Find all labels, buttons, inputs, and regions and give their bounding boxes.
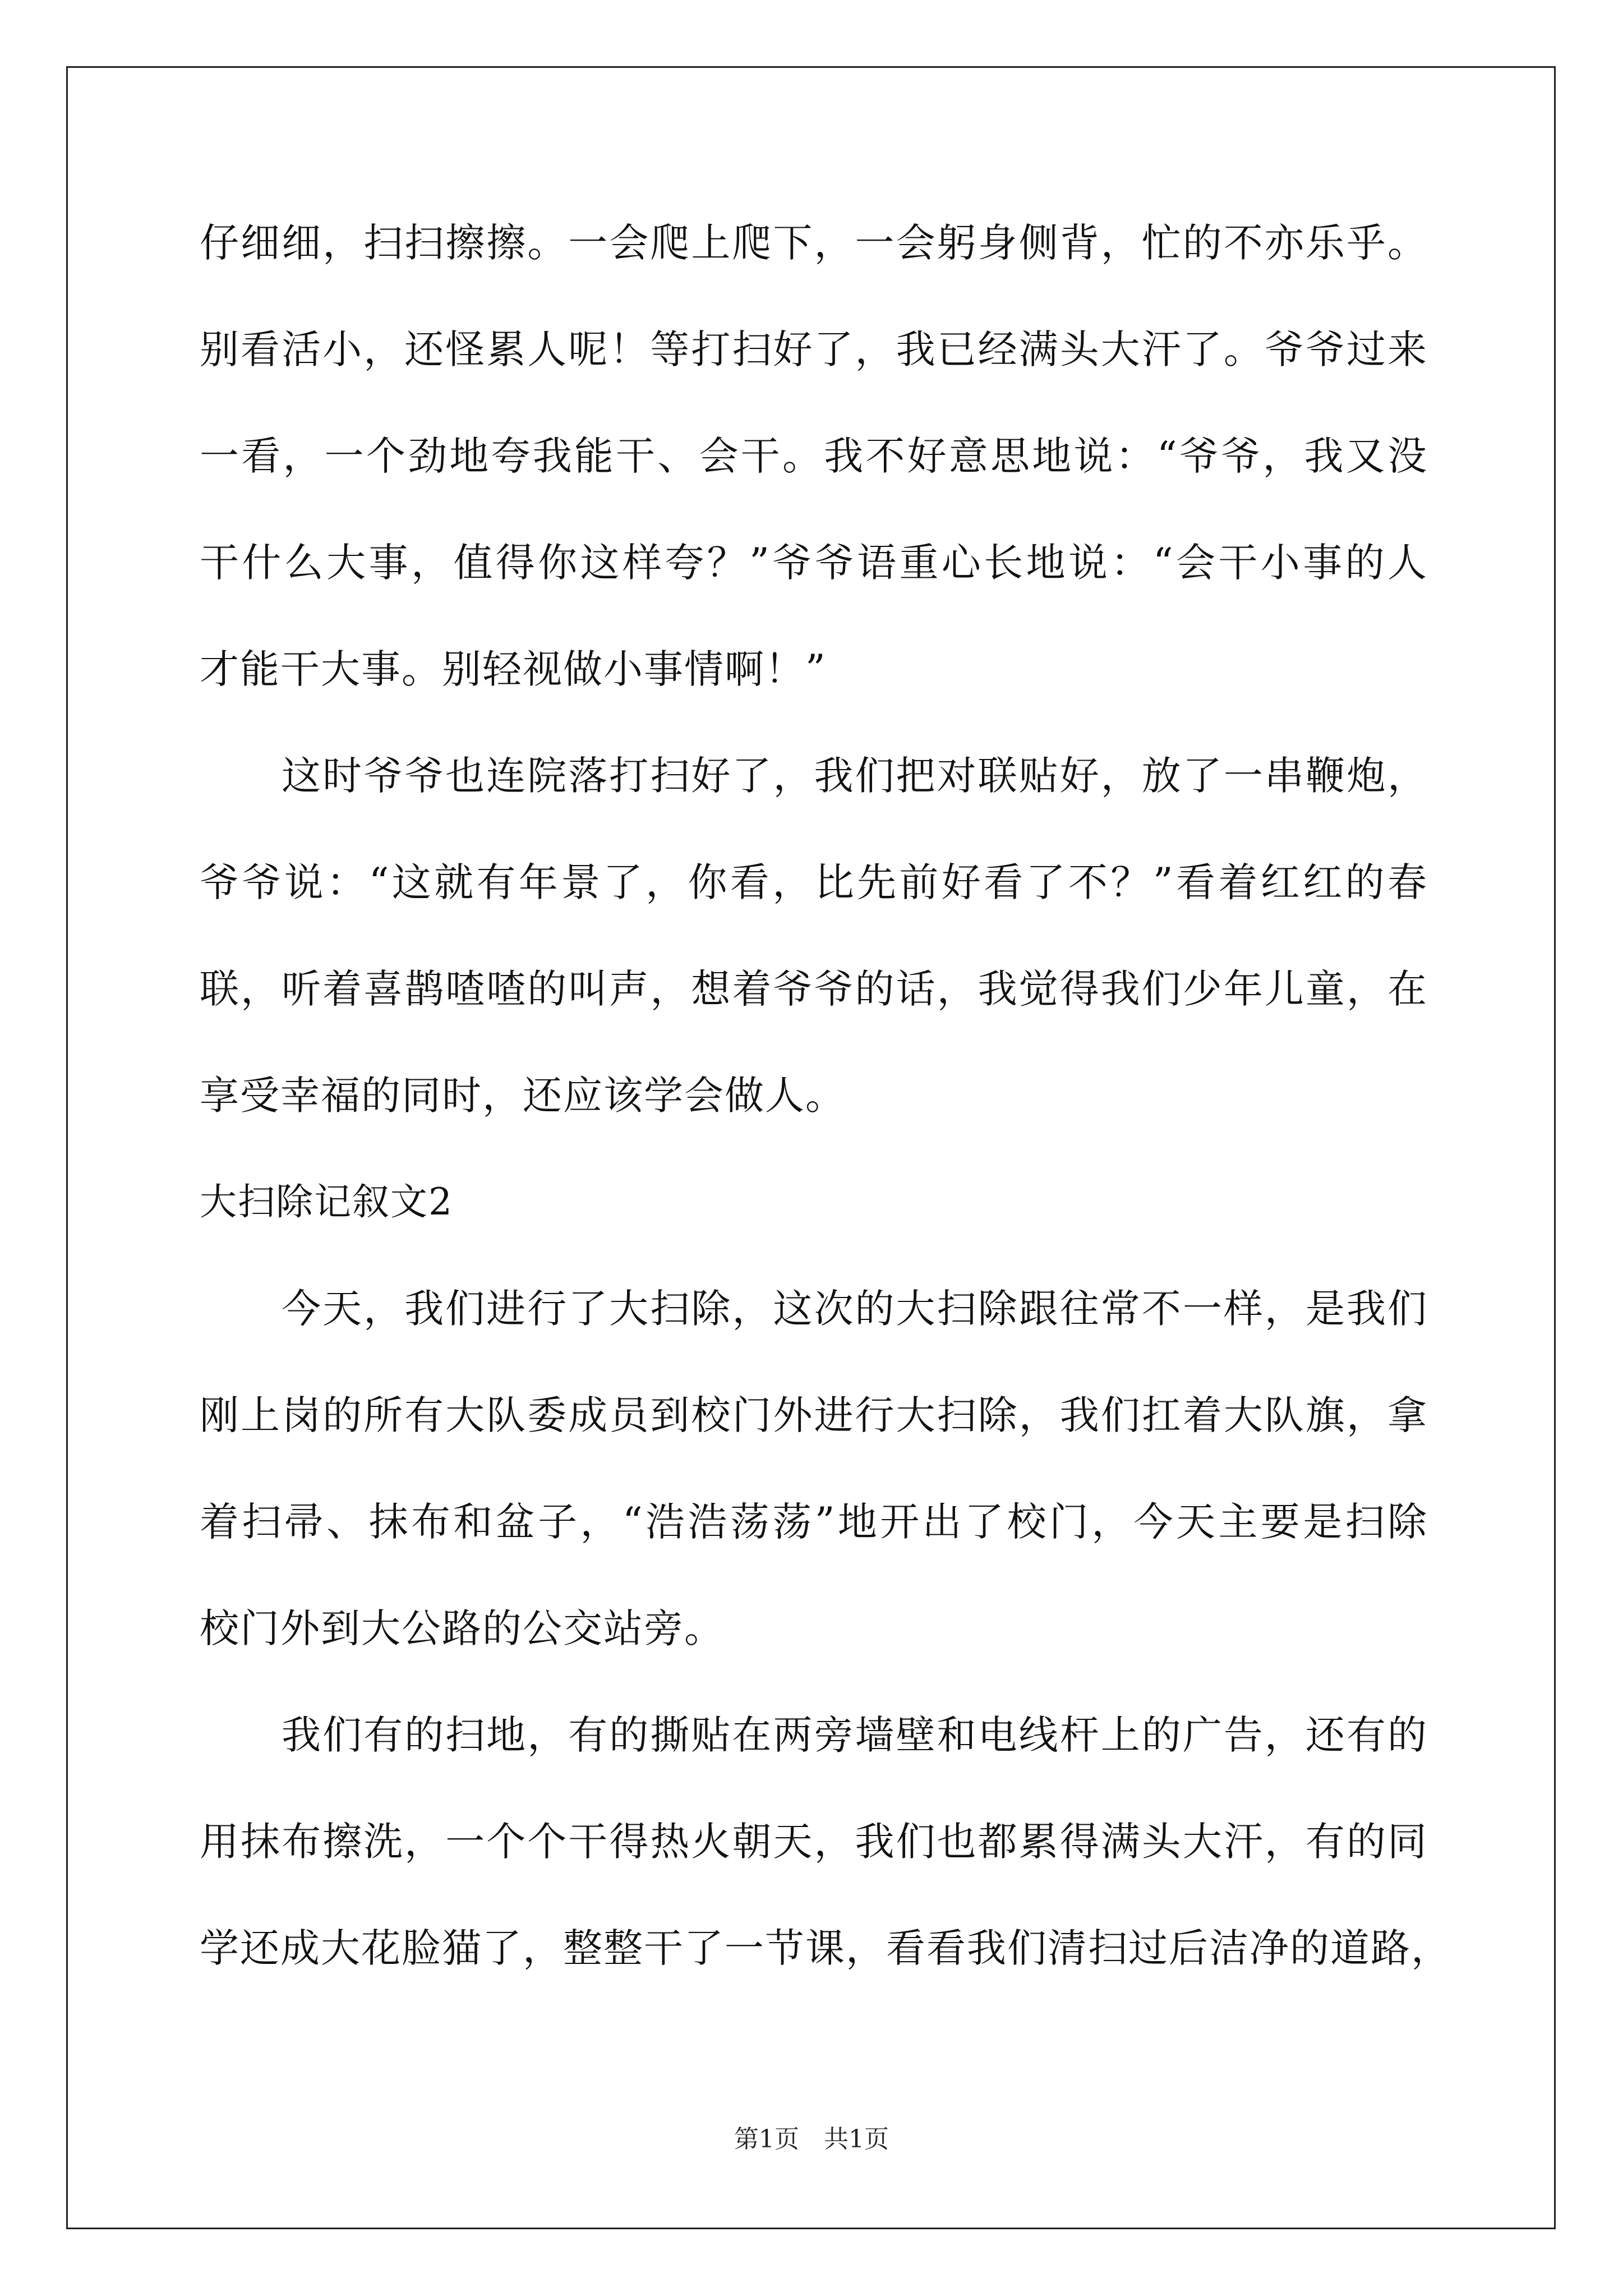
text-line: 干什么大事，值得你这样夸？”爷爷语重心长地说：“会干小事的人 xyxy=(200,540,1428,586)
paragraph-first-line: 今天，我们进行了大扫除，这次的大扫除跟往常不一样，是我们 xyxy=(282,1286,1428,1332)
text-line: 联，听着喜鹊喳喳的叫声，想着爷爷的话，我觉得我们少年儿童，在 xyxy=(200,966,1428,1012)
text-line: 享受幸福的同时，还应该学会做人。 xyxy=(200,1073,846,1119)
text-line: 着扫帚、抹布和盆子，“浩浩荡荡”地开出了校门，今天主要是扫除 xyxy=(200,1499,1428,1545)
page-border xyxy=(66,66,1556,2229)
text-line: 校门外到大公路的公交站旁。 xyxy=(200,1605,725,1651)
paragraph-first-line: 我们有的扫地，有的撕贴在两旁墙壁和电线杆上的广告，还有的 xyxy=(282,1712,1428,1758)
text-line: 学还成大花脸猫了，整整干了一节课，看看我们清扫过后洁净的道路， xyxy=(200,1925,1451,1971)
text-line: 刚上岗的所有大队委成员到校门外进行大扫除，我们扛着大队旗，拿 xyxy=(200,1392,1428,1438)
text-line: 用抹布擦洗，一个个干得热火朝天，我们也都累得满头大汗，有的同 xyxy=(200,1819,1428,1865)
text-line: 爷爷说：“这就有年景了，你看，比先前好看了不？”看着红红的春 xyxy=(200,859,1428,905)
text-line: 一看，一个劲地夸我能干、会干。我不好意思地说：“爷爷，我又没 xyxy=(200,433,1428,479)
text-line: 仔细细，扫扫擦擦。一会爬上爬下，一会躬身侧背，忙的不亦乐乎。 xyxy=(200,220,1428,266)
text-line: 别看活小，还怪累人呢！等打扫好了，我已经满头大汗了。爷爷过来 xyxy=(200,326,1428,372)
page-number-footer: 第1页 共1页 xyxy=(734,2125,889,2154)
section-heading: 大扫除记叙文2 xyxy=(200,1180,453,1223)
paragraph-first-line: 这时爷爷也连院落打扫好了，我们把对联贴好，放了一串鞭炮， xyxy=(282,753,1428,799)
text-line: 才能干大事。别轻视做小事情啊！” xyxy=(200,646,827,692)
